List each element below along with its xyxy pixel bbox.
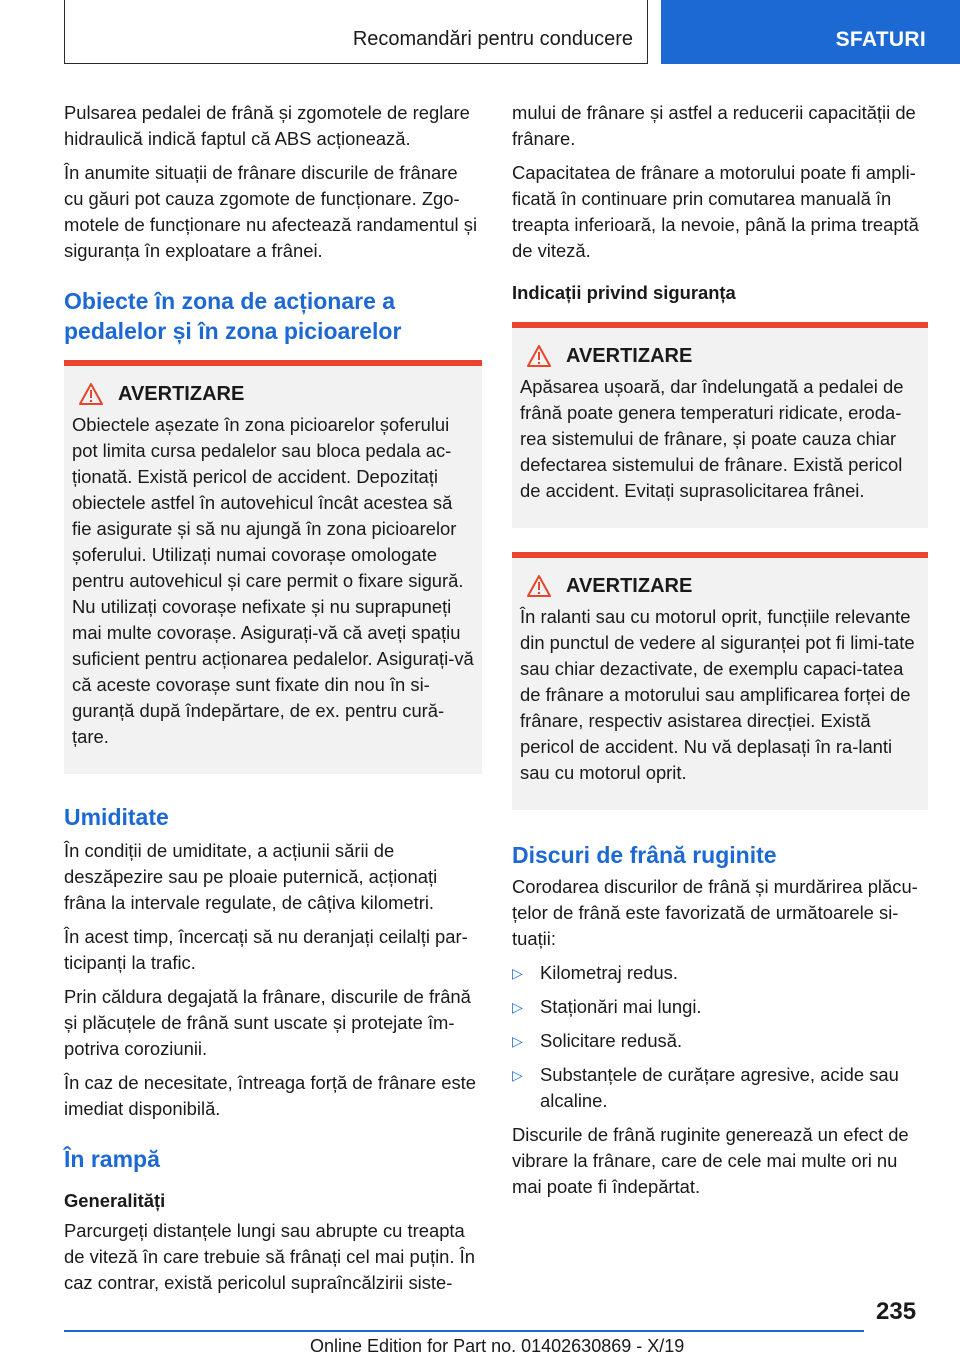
tab-label: SFATURI <box>835 28 926 51</box>
warning-title-text: AVERTIZARE <box>566 344 693 367</box>
list-item <box>512 1028 928 1054</box>
header-section-title <box>64 0 648 64</box>
bullet-list <box>512 960 928 1114</box>
warning-title <box>72 382 474 406</box>
warning-triangle-icon <box>526 574 552 598</box>
paragraph: În caz de necesitate, întreaga forță de frânare este imediat disponibilă. <box>64 1072 477 1119</box>
warning-box <box>512 328 928 528</box>
list-item <box>512 1062 928 1114</box>
warning-box <box>64 366 482 774</box>
subheading-safety: Indicații privind siguranța <box>512 282 736 303</box>
bullet-triangle-icon: ▷ <box>512 999 523 1015</box>
paragraph: Pulsarea pedalei de frână și zgomotele de reglare hidraulică indică faptul că ABS acționează. <box>64 102 470 149</box>
warning-title-text: AVERTIZARE <box>566 574 693 597</box>
warning-title-text: AVERTIZARE <box>118 382 245 405</box>
paragraph: Corodarea discurilor de frână și murdărirea plăcu-țelor de frână este favorizată de următoarele si-tuații: <box>512 876 918 949</box>
footer-edition: Online Edition for Part no. 01402630869 - X/19 <box>310 1336 685 1356</box>
warning-text: În ralanti sau cu motorul oprit, funcțiile relevante din punctul de vedere al siguranței pot fi limi-tate sau chiar dezactivate, de exemplu capaci-tatea de frânare a motorului sau amplificarea forței de frânare, respectiv asistarea direcției. Există pericol de accident. Nu vă deplasați în ra-lanti sau cu motorul oprit. <box>520 606 915 783</box>
paragraph: În anumite situații de frânare discurile de frânare cu găuri pot cauza zgomote de funcționare. Zgo-motele de funcționare nu afectează randamentul și siguranța în exploatare a frânei. <box>64 162 478 261</box>
warning-triangle-icon <box>78 382 104 406</box>
page-number: 235 <box>876 1298 917 1325</box>
paragraph: În acest timp, încercați să nu deranjați ceilalți par-ticipanți la trafic. <box>64 926 468 973</box>
paragraph: Discurile de frână ruginite generează un efect de vibrare la frânare, care de cele mai multe ori nu mai poate fi îndepărtat. <box>512 1124 909 1197</box>
list-item-text: Staționări mai lungi. <box>540 996 702 1017</box>
list-item-text: Kilometraj redus. <box>540 962 678 983</box>
warning-title <box>520 574 920 598</box>
warning-text: Apăsarea ușoară, dar îndelungată a pedalei de frână poate genera temperaturi ridicate, eroda-rea sistemului de frânare, și poate cauza chiar defectarea sistemului de frânare. Există pericol de accident. Evitați suprasolicitarea frânei. <box>520 376 904 501</box>
paragraph: În condiții de umiditate, a acțiunii sării de deszăpezire sau pe ploaie puternică, acționați frâna la intervale regulate, de câțiva kilometri. <box>64 840 438 913</box>
section-heading-rust: Discuri de frână ruginite <box>512 842 777 868</box>
paragraph: Prin căldura degajată la frânare, discurile de frână și plăcuțele de frână sunt uscate și protejate îm-potriva coroziunii. <box>64 986 471 1059</box>
section-heading-ramp: În rampă <box>64 1146 160 1172</box>
left-column <box>64 100 482 1304</box>
footer-divider <box>64 1330 864 1332</box>
list-item <box>512 960 928 986</box>
list-item-text: Substanțele de curățare agresive, acide sau alcaline. <box>540 1064 899 1111</box>
warning-triangle-icon <box>526 344 552 368</box>
list-item-text: Solicitare redusă. <box>540 1030 683 1051</box>
subheading-general: Generalități <box>64 1190 166 1211</box>
right-column <box>512 100 928 1208</box>
warning-text: Obiectele așezate în zona picioarelor șoferului pot limita cursa pedalelor sau bloca pedala ac-ționată. Există pericol de accident. Depozitați obiectele astfel în autovehicul încât acestea să fie asigurate și să nu ajungă în zona picioarelor șoferului. Utilizați numai covorașe omologate pentru autovehicul și care permit o fixare sigură. Nu utilizați covorașe nefixate și nu suprapuneți mai multe covorașe. Asigurați-vă că aveți spațiu suficient pentru acționarea pedalelor. Asigurați-vă că aceste covorașe sunt fixate din nou în si-guranță după îndepărtare, de ex. pentru cură-țare. <box>72 414 474 747</box>
warning-box <box>512 558 928 810</box>
section-title: Recomandări pentru conducere <box>352 28 633 50</box>
bullet-triangle-icon: ▷ <box>512 1067 523 1083</box>
bullet-triangle-icon: ▷ <box>512 965 523 981</box>
paragraph: mului de frânare și astfel a reducerii capacității de frânare. <box>512 102 916 149</box>
section-heading-objects: Obiecte în zona de acționare a pedalelor și în zona picioarelor <box>64 288 402 344</box>
tab-sfaturi[interactable] <box>661 0 960 64</box>
bullet-triangle-icon: ▷ <box>512 1033 523 1049</box>
section-heading-humidity: Umiditate <box>64 804 169 830</box>
paragraph: Parcurgeți distanțele lungi sau abrupte cu treapta de viteză în care trebuie să frânați cel mai puțin. În caz contrar, există pericolul supraîncălzirii siste- <box>64 1220 475 1293</box>
list-item <box>512 994 928 1020</box>
paragraph: Capacitatea de frânare a motorului poate fi ampli-ficată în continuare prin comutarea manuală în treapta inferioară, la nevoie, până la prima treaptă de viteză. <box>512 162 919 261</box>
warning-title <box>520 344 920 368</box>
